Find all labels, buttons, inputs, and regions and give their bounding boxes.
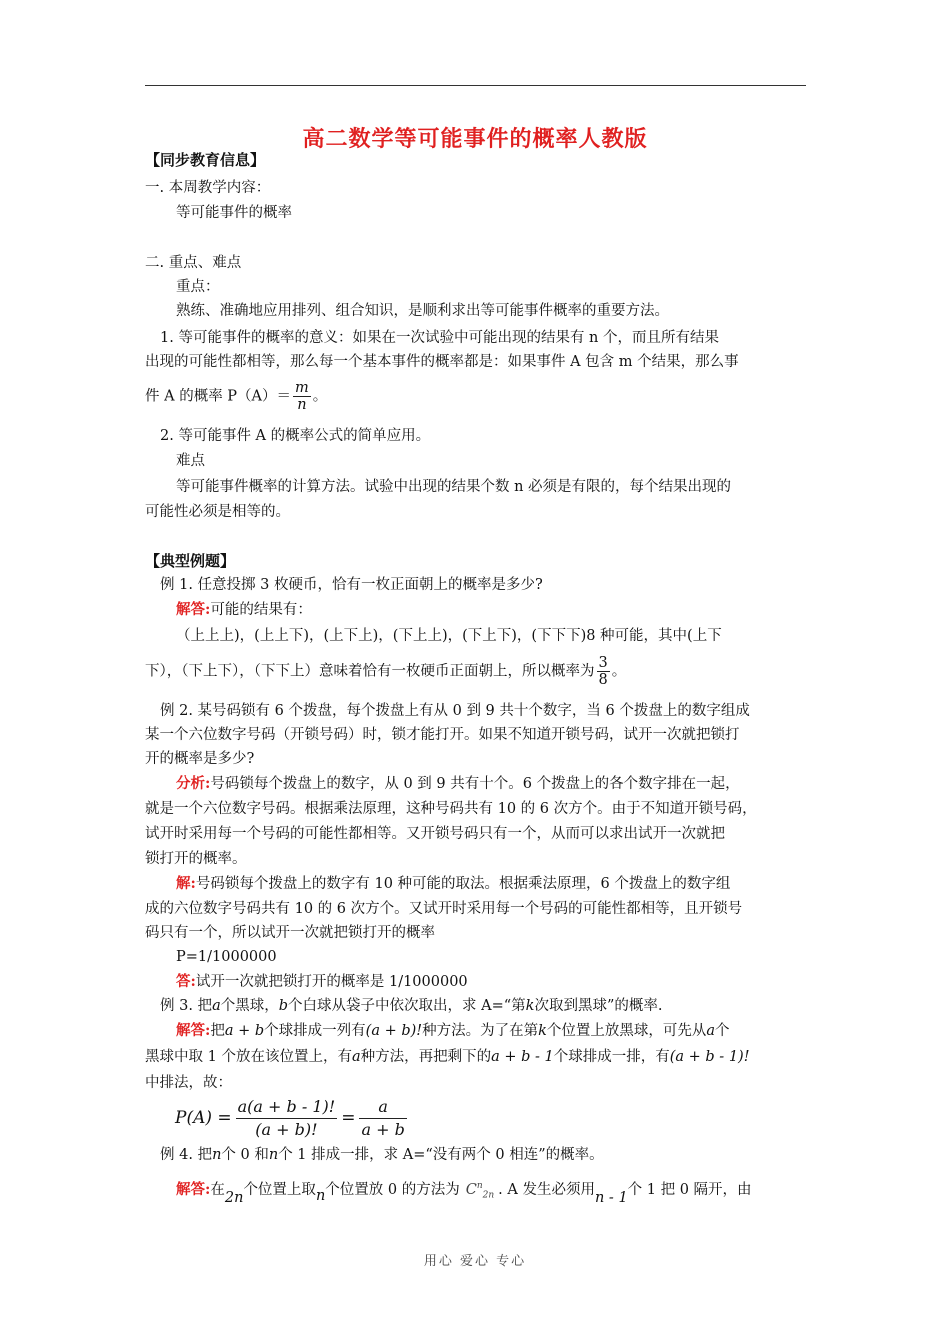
math-var: k	[538, 1023, 547, 1039]
example1-answer-text: 可能的结果有：	[210, 602, 312, 618]
point1-line3-end: 。	[312, 388, 328, 405]
fraction-numerator: a(a + b - 1)!	[236, 1096, 338, 1119]
analysis-label: 分析:	[176, 775, 211, 792]
math-expr: n - 1	[594, 1189, 628, 1206]
math-expr: 2n	[224, 1189, 244, 1206]
text-seg: 个球排成一排，有	[553, 1049, 670, 1065]
page-footer: 用心 爱心 专心	[423, 1254, 527, 1269]
example1-answer-line3	[145, 655, 810, 688]
fraction-3-over-8	[597, 655, 610, 688]
answer-label: 解答:	[176, 601, 211, 618]
example2-line1: 例 2. 某号码锁有 6 个拨盘，每个拨盘上有从 0 到 9 共十个数字，当 6 个拨盘上的数字组成	[160, 703, 750, 719]
example1-line3-end: 。	[611, 663, 627, 680]
answer-label: 解答:	[176, 1180, 211, 1198]
formula-fraction-1	[236, 1096, 338, 1141]
item1-text: 等可能事件的概率	[176, 205, 292, 221]
header-rule	[145, 85, 806, 86]
point1-line3	[145, 380, 810, 413]
probability-formula	[175, 1096, 411, 1141]
text-seg: 种方法，再把剩下的	[360, 1049, 492, 1065]
fraction-denominator: 8	[598, 672, 608, 688]
example3-answer-line3: 中排法，故：	[145, 1075, 232, 1091]
example2-analysis-line4: 锁打开的概率。	[145, 851, 247, 867]
text-seg: 个 1 排成一排，求 A=“没有两个 0 相连”的概率。	[278, 1147, 604, 1163]
text-seg: 种方法。为了在第	[422, 1023, 539, 1039]
example2-solution-line2: 成的六位数字号码共有 10 的 6 次方个。又试开时采用每一个号码的可能性都相等，且开锁号	[145, 901, 743, 917]
fraction-denominator: a + b	[361, 1120, 405, 1139]
point2: 2. 等可能事件 A 的概率公式的简单应用。	[160, 428, 431, 444]
difficulty-label: 难点	[176, 453, 205, 469]
text-seg: 个 1 把 0 隔开，由	[627, 1181, 752, 1198]
math-expr: (a + b)!	[365, 1023, 423, 1039]
item1-label: 一. 本周教学内容：	[145, 180, 271, 196]
math-var: b	[278, 998, 289, 1014]
solution-label: 解:	[176, 875, 196, 892]
text-seg: 个白球从袋子中依次取出，求 A=“第	[288, 998, 526, 1014]
text-seg: 次取到黑球”的概率.	[534, 998, 663, 1014]
point1-line2: 出现的可能性都相等，那么每一个基本事件的概率都是：如果事件 A 包含 m 个结果，那么事	[145, 354, 739, 370]
text-seg: 个球排成一列有	[264, 1023, 366, 1039]
difficulty-line2: 可能性必须是相等的。	[145, 504, 290, 520]
text-seg: 例 3. 把	[160, 998, 213, 1014]
text-seg: 个	[715, 1023, 730, 1039]
math-expr: (a + b - 1)!	[669, 1049, 750, 1065]
page-title: 高二数学等可能事件的概率人教版	[302, 126, 648, 152]
example2-analysis-text: 号码锁每个拨盘上的数字，从 0 到 9 共有十个。6 个拨盘上的各个数字排在一起，	[210, 776, 740, 792]
example1-question: 例 1. 任意投掷 3 枚硬币，恰有一枚正面朝上的概率是多少?	[160, 577, 543, 593]
text-seg: . A 发生必须用	[498, 1181, 595, 1198]
point1-line1: 1. 等可能事件的概率的意义：如果在一次试验中可能出现的结果有 n 个，而且所有结果	[160, 330, 719, 346]
fraction-denominator: (a + b)!	[255, 1120, 318, 1139]
math-var: a	[212, 998, 221, 1014]
text-seg: 个 0 和	[221, 1147, 269, 1163]
math-var: k	[525, 998, 535, 1014]
fraction-denominator: n	[297, 397, 307, 413]
example4-answer-line1	[176, 1176, 841, 1206]
formula-equals: =	[341, 1108, 356, 1128]
example4-question	[160, 1145, 825, 1165]
math-var: a	[351, 1049, 361, 1065]
text-seg: 例 4. 把	[160, 1147, 213, 1163]
text-seg: 个位置放 0 的方法为	[325, 1181, 460, 1198]
example2-line2: 某一个六位数字号码（开锁号码）时，锁才能打开。如果不知道开锁号码，试开一次就把锁打	[145, 727, 740, 743]
math-var: n	[268, 1147, 279, 1163]
math-expr: a + b	[224, 1023, 265, 1039]
example3-answer-line1	[176, 1021, 841, 1041]
text-seg: 把	[210, 1023, 225, 1039]
example1-line3-text: 下），（下上下），（下下上）意味着恰有一枚硬币正面朝上，所以概率为	[145, 663, 595, 680]
comb-sup: n	[476, 1181, 483, 1191]
point1-line3-text: 件 A 的概率 P（A）＝	[145, 388, 292, 405]
example3-answer-line2	[145, 1047, 810, 1067]
item2-label: 二. 重点、难点	[145, 255, 242, 271]
example2-probability: P=1/1000000	[176, 949, 277, 965]
fraction-numerator: m	[295, 380, 309, 396]
comb-sub: 2n	[482, 1190, 495, 1201]
example2-solution-line1	[176, 874, 841, 894]
math-expr: a + b - 1	[491, 1049, 554, 1065]
example1-answer-line2: （上上上)，(上上下)，(上下上)，(下上上)，(下上下)，(下下下)8 种可能，其中(上下	[176, 628, 722, 644]
section-heading-examples: 【典型例题】	[145, 552, 236, 570]
fraction-numerator: 3	[598, 655, 608, 671]
example2-answer-text: 试开一次就把锁打开的概率是 1/1000000	[195, 974, 468, 990]
example2-answer	[176, 972, 841, 992]
example2-line3: 开的概率是多少?	[145, 751, 255, 767]
text-seg: 黑球中取 1 个放在该位置上，有	[145, 1049, 352, 1065]
formula-fraction-2	[359, 1096, 406, 1141]
text-seg: 个黑球，	[220, 998, 279, 1014]
difficulty-line1: 等可能事件概率的计算方法。试验中出现的结果个数 n 必须是有限的，每个结果出现的	[176, 479, 732, 495]
math-var: n	[315, 1187, 326, 1204]
section-heading-info: 【同步教育信息】	[145, 151, 266, 169]
key-label: 重点：	[176, 279, 220, 295]
math-var: a	[706, 1023, 716, 1039]
combination-symbol	[466, 1176, 494, 1206]
example2-analysis-line3: 试开时采用每一个号码的可能性都相等。又开锁号码只有一个，从而可以求出试开一次就把	[145, 826, 725, 842]
example2-solution-text: 号码锁每个拨盘上的数字有 10 种可能的取法。根据乘法原理，6 个拨盘上的数字组	[195, 876, 731, 892]
answer-label: 答:	[176, 973, 196, 990]
text-seg: 个位置上取	[243, 1181, 316, 1198]
math-var: n	[212, 1147, 222, 1163]
text-seg: 在	[210, 1181, 225, 1198]
example2-solution-line3: 码只有一个，所以试开一次就把锁打开的概率	[145, 925, 435, 941]
example2-analysis-line1	[176, 774, 841, 794]
answer-label: 解答:	[176, 1022, 211, 1039]
example3-question	[160, 996, 825, 1016]
comb-letter: C	[465, 1181, 477, 1198]
example2-analysis-line2: 就是一个六位数字号码。根据乘法原理，这种号码共有 10 的 6 次方个。由于不知道开锁号码，	[145, 801, 757, 817]
fraction-m-over-n	[293, 380, 311, 413]
formula-lhs: P(A) =	[175, 1108, 232, 1128]
text-seg: 个位置上放黑球，可先从	[546, 1023, 707, 1039]
key-text: 熟练、准确地应用排列、组合知识，是顺利求出等可能事件概率的重要方法。	[176, 303, 669, 319]
example1-answer-line1	[176, 600, 841, 620]
fraction-numerator: a	[359, 1096, 406, 1119]
